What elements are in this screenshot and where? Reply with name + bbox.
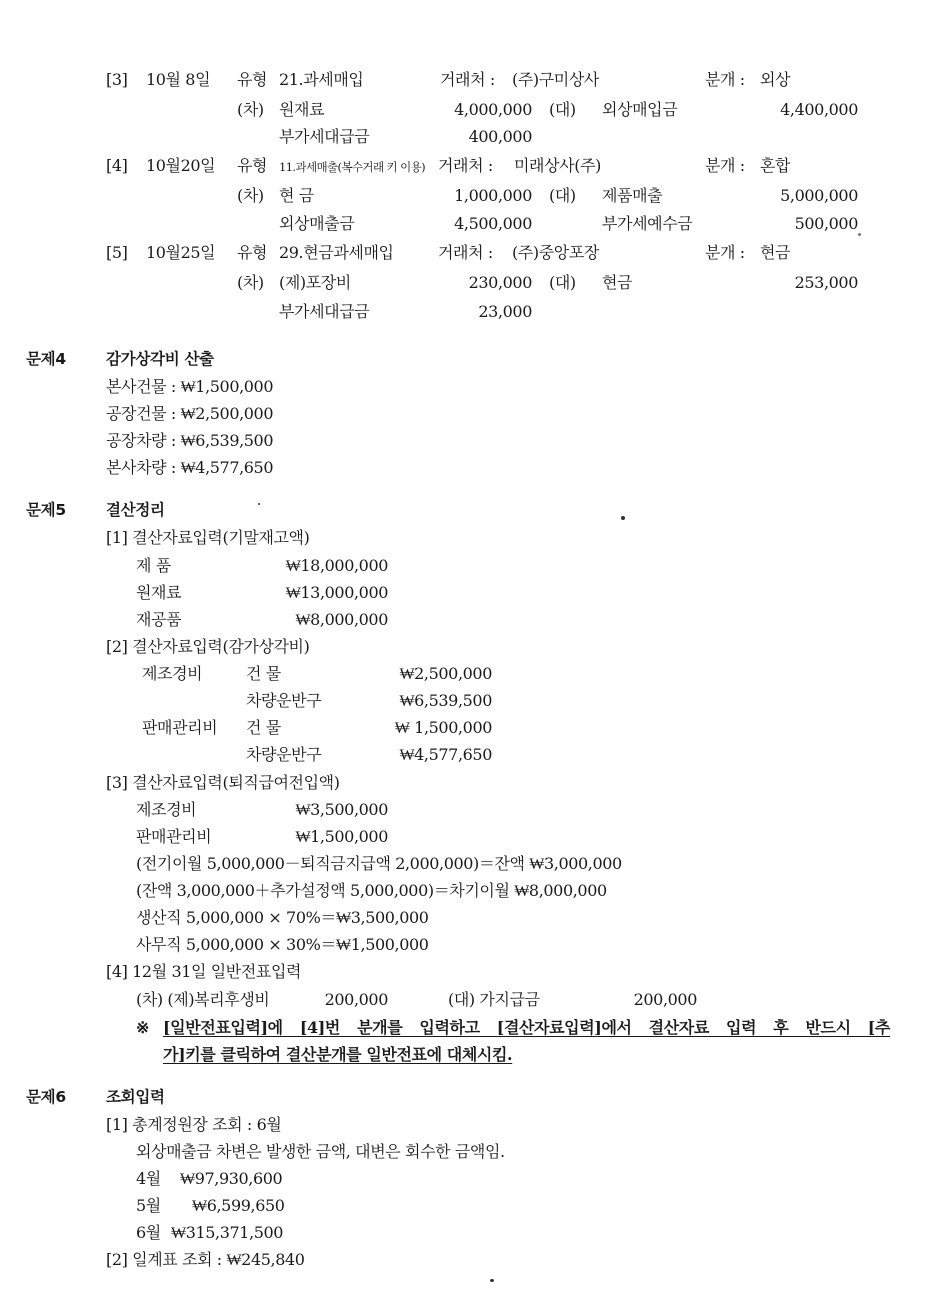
section-heading: [2] 결산자료입력(감가상각비) — [106, 637, 310, 656]
credit-entry: (대) 가지급금 — [448, 990, 540, 1009]
item-label: 판매관리비 — [136, 827, 212, 846]
journal-kind: 외상 — [760, 70, 791, 89]
credit-amount: 500,000 — [794, 214, 858, 233]
debit-account: 외상매출금 — [279, 214, 355, 233]
item-amount: ₩4,577,650 — [399, 745, 492, 764]
credit-amount: 5,000,000 — [780, 186, 858, 205]
entry-number: [5] — [106, 243, 128, 262]
item-amount: ₩6,539,500 — [399, 691, 492, 710]
partner-label: 거래처 : — [438, 243, 493, 262]
cost-group-label: 제조경비 — [142, 664, 203, 683]
journal-kind: 현금 — [760, 243, 791, 262]
month-amount: ₩315,371,500 — [171, 1223, 284, 1242]
partner-name: 미래상사(주) — [514, 156, 601, 175]
month-amount: ₩97,930,600 — [180, 1169, 283, 1188]
journal-kind: 혼합 — [760, 156, 791, 175]
item-label: 건 물 — [246, 664, 281, 683]
problem-title: 조회입력 — [106, 1088, 165, 1106]
type-label: 유형 — [237, 243, 268, 262]
scan-speck — [621, 516, 625, 520]
credit-marker: (대) — [549, 186, 576, 205]
scan-speck — [258, 503, 260, 505]
partner-label: 거래처 : — [440, 70, 495, 89]
entry-date: 10월20일 — [146, 156, 216, 175]
debit-marker: (차) — [237, 100, 264, 119]
item-amount: ₩8,000,000 — [295, 610, 388, 629]
debit-amount: 4,000,000 — [454, 100, 532, 119]
item-amount: ₩3,500,000 — [295, 800, 388, 819]
month-label: 5월 — [136, 1196, 161, 1215]
item-label: 제 품 — [136, 556, 171, 575]
month-label: 6월 — [136, 1223, 161, 1242]
problem-title: 감가상각비 산출 — [106, 350, 214, 368]
calc-line: (전기이월 5,000,000－퇴직금지급액 2,000,000)＝잔액 ₩3,000,000 — [136, 854, 622, 873]
calc-line: 사무직 5,000,000 × 30%＝₩1,500,000 — [136, 935, 429, 954]
debit-account: 부가세대급금 — [279, 127, 370, 146]
description: 외상매출금 차변은 발생한 금액, 대변은 회수한 금액임. — [136, 1142, 505, 1161]
depreciation-line: 공장차량 : ₩6,539,500 — [106, 431, 274, 450]
debit-account: (제)포장비 — [279, 273, 351, 292]
section-heading: [3] 결산자료입력(퇴직급여전입액) — [106, 773, 340, 792]
section-heading: [1] 결산자료입력(기말재고액) — [106, 528, 310, 547]
entry-type: 11.과세매출(복수거래 키 이용) — [279, 160, 425, 174]
credit-account: 부가세예수금 — [602, 214, 693, 233]
depreciation-line: 본사차량 : ₩4,577,650 — [106, 458, 274, 477]
debit-amount: 1,000,000 — [454, 186, 532, 205]
debit-marker: (차) — [237, 186, 264, 205]
type-label: 유형 — [237, 156, 268, 175]
note-line: 가]키를 클릭하여 결산분개를 일반전표에 대체시킴. — [163, 1045, 513, 1064]
entry-type: 29.현금과세매입 — [279, 243, 394, 262]
note-mark: ※ — [136, 1018, 150, 1037]
credit-amount: 253,000 — [794, 273, 858, 292]
item-label: 차량운반구 — [246, 691, 322, 710]
partner-label: 거래처 : — [438, 156, 493, 175]
item-label: 제조경비 — [136, 800, 197, 819]
journal-kind-label: 분개 : — [705, 243, 745, 262]
problem-label: 문제5 — [26, 501, 66, 519]
debit-amount: 230,000 — [468, 273, 532, 292]
problem-title: 결산정리 — [106, 501, 165, 519]
item-label: 재공품 — [136, 610, 182, 629]
month-label: 4월 — [136, 1169, 161, 1188]
debit-amount: 23,000 — [478, 302, 532, 321]
problem-label: 문제6 — [26, 1088, 66, 1106]
calc-line: (잔액 3,000,000＋추가설정액 5,000,000)＝차기이월 ₩8,000,000 — [136, 881, 607, 900]
debit-account: 원재료 — [279, 100, 325, 119]
cost-group-label: 판매관리비 — [142, 718, 218, 737]
item-label: 차량운반구 — [246, 745, 322, 764]
scan-speck — [490, 1279, 494, 1282]
note-line: [일반전표입력]에 [4]번 분개를 입력하고 [결산자료입력]에서 결산자료 입력 후 반드시 [추 — [163, 1018, 890, 1037]
item-amount: ₩18,000,000 — [285, 556, 388, 575]
debit-amount: 200,000 — [324, 990, 388, 1009]
type-label: 유형 — [237, 70, 268, 89]
section-heading: [1] 총계정원장 조회 : 6월 — [106, 1115, 282, 1134]
credit-account: 현금 — [602, 273, 633, 292]
item-amount: ₩1,500,000 — [295, 827, 388, 846]
item-amount: ₩ 1,500,000 — [394, 718, 492, 737]
depreciation-line: 본사건물 : ₩1,500,000 — [106, 377, 274, 396]
item-amount: ₩2,500,000 — [399, 664, 492, 683]
item-amount: ₩13,000,000 — [285, 583, 388, 602]
debit-amount: 4,500,000 — [454, 214, 532, 233]
item-label: 원재료 — [136, 583, 182, 602]
calc-line: 생산직 5,000,000 × 70%＝₩3,500,000 — [136, 908, 429, 927]
entry-type: 21.과세매입 — [279, 70, 364, 89]
debit-amount: 400,000 — [468, 127, 532, 146]
credit-marker: (대) — [549, 273, 576, 292]
credit-amount: 200,000 — [633, 990, 697, 1009]
section-heading: [2] 일계표 조회 : ₩245,840 — [106, 1250, 305, 1269]
journal-kind-label: 분개 : — [705, 70, 745, 89]
credit-account: 제품매출 — [602, 186, 663, 205]
entry-date: 10월25일 — [146, 243, 216, 262]
entry-number: [3] — [106, 70, 128, 89]
partner-name: (주)구미상사 — [512, 70, 599, 89]
credit-amount: 4,400,000 — [780, 100, 858, 119]
journal-kind-label: 분개 : — [705, 156, 745, 175]
credit-marker: (대) — [549, 100, 576, 119]
debit-entry: (차) (제)복리후생비 — [136, 990, 270, 1009]
credit-account: 외상매입금 — [602, 100, 678, 119]
debit-account: 부가세대급금 — [279, 302, 370, 321]
entry-date: 10월 8일 — [146, 70, 211, 89]
problem-label: 문제4 — [26, 350, 66, 368]
entry-number: [4] — [106, 156, 128, 175]
depreciation-line: 공장건물 : ₩2,500,000 — [106, 404, 274, 423]
item-label: 건 물 — [246, 718, 281, 737]
partner-name: (주)중앙포장 — [512, 243, 599, 262]
debit-account: 현 금 — [279, 186, 314, 205]
section-heading: [4] 12월 31일 일반전표입력 — [106, 962, 302, 981]
scan-speck — [858, 233, 861, 236]
debit-marker: (차) — [237, 273, 264, 292]
month-amount: ₩6,599,650 — [192, 1196, 285, 1215]
